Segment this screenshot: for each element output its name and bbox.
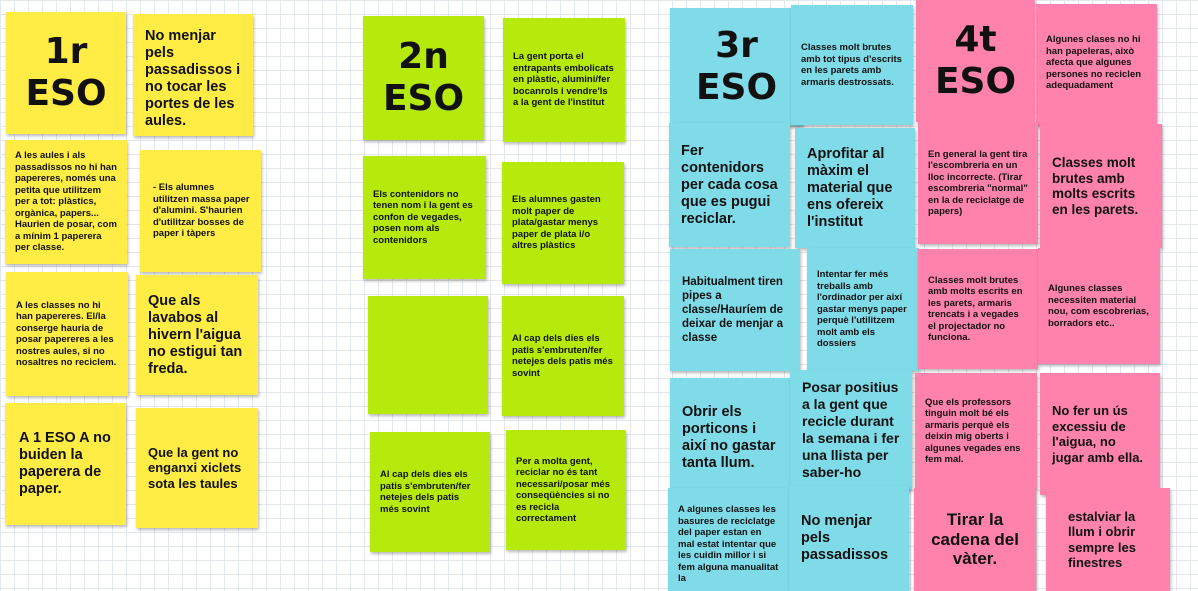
- note-text: Els alumnes gasten molt paper de plata/gastar menys paper de plata i/o altres plàstics: [512, 194, 601, 252]
- note-text: A algunes classes les basures de reciclatge del paper estan en mal estat intentar que les cuidin millor i si fem alguna manualitat la: [678, 504, 779, 585]
- sticky-note[interactable]: [1038, 248, 1160, 364]
- note-text: Que els professors tinguin molt bé els armaris perquè els deixin mig oberts i algunes vegades ens fem mal.: [925, 396, 1021, 465]
- note-text: Que als lavabos al hivern l'aigua no estigui tan freda.: [148, 292, 243, 377]
- sticky-note[interactable]: [1046, 488, 1170, 591]
- note-text: Tirar la cadena del vàter.: [931, 510, 1019, 569]
- note-text: En general la gent tira l'escombreria en un lloc incorrecte. (Tirar escombreria "normal" en la de reciclatge de papers): [928, 148, 1028, 217]
- sticky-note[interactable]: [918, 122, 1038, 244]
- note-text: Classes molt brutes amb molts escrits en les parets, armaris trencats i a vegades el projectador no funciona.: [928, 274, 1023, 343]
- note-text: La gent porta el entrapants embolicats en plàstic, alumini/fer bocanrols i vendre'ls a la gent de l'institut: [513, 51, 614, 109]
- note-text: Algunes clases no hi han papeleras, això afecta que algunes persones no reciclen adequadament: [1046, 34, 1142, 91]
- sticky-note[interactable]: [918, 249, 1038, 369]
- sticky-note[interactable]: [670, 378, 790, 498]
- sticky-note[interactable]: [5, 140, 127, 264]
- sticky-note-title-2n-eso[interactable]: [363, 16, 484, 140]
- note-text: A 1 ESO A no buiden la paperera de paper.: [19, 430, 111, 497]
- sticky-note[interactable]: [1040, 373, 1160, 495]
- note-text: Que la gent no enganxi xiclets sota les taules: [148, 444, 242, 491]
- sticky-note[interactable]: [363, 156, 486, 279]
- note-text: Classes molt brutes amb tot tipus d'escrits en les parets amb armaris destrossats.: [801, 42, 902, 88]
- sticky-note[interactable]: [133, 14, 253, 136]
- sticky-note[interactable]: [502, 296, 624, 416]
- sticky-note[interactable]: [669, 123, 790, 247]
- sticky-note[interactable]: [791, 5, 913, 125]
- note-text: A les aules i als passadissos no hi han papereres, només una petita que utilitzem per a tot: plàstics, orgànica, papers... Haurien de posar, com a mínim 1 paperera per classe.: [15, 150, 117, 254]
- sticky-note[interactable]: [5, 403, 126, 525]
- sticky-note[interactable]: [807, 248, 919, 371]
- sticky-note-empty[interactable]: [368, 296, 488, 414]
- note-text: Fer contenidors per cada cosa que es pugui reciclar.: [681, 142, 778, 227]
- sticky-note[interactable]: [506, 430, 626, 550]
- note-text: Obrir els porticons i així no gastar tanta llum.: [682, 404, 776, 471]
- note-text: Classes molt brutes amb molts escrits en les parets.: [1052, 155, 1139, 217]
- sticky-note[interactable]: [1036, 4, 1157, 126]
- note-text: 3r ESO: [695, 25, 778, 108]
- note-text: No fer un ús excessiu de l'aigua, no jugar amb ella.: [1052, 403, 1144, 465]
- sticky-note[interactable]: [502, 162, 624, 284]
- note-text: Intentar fer més treballs amb l'ordinador per així gastar menys paper perquè l'utilitzem molt amb els dossiers: [817, 269, 907, 350]
- sticky-note-title-1r-eso[interactable]: [6, 12, 126, 134]
- note-text: Al cap dels dies els patis s'embruten/fer netejes dels patis més sovint: [512, 333, 613, 379]
- sticky-note[interactable]: [503, 18, 625, 142]
- sticky-note[interactable]: [668, 488, 790, 591]
- note-text: Habitualment tiren pipes a classe/Hauríem de deixar de menjar a classe: [682, 276, 784, 344]
- sticky-note-title-3r-eso[interactable]: [670, 8, 803, 126]
- note-text: Posar positius a la gent que recicle durant la semana i fer una llista per saber-ho: [802, 379, 900, 480]
- note-text: No menjar pels passadissos i no tocar les portes de les aules.: [145, 28, 241, 129]
- sticky-note[interactable]: [136, 275, 258, 395]
- sticky-note[interactable]: [136, 408, 258, 528]
- note-text: estalviar la llum i obrir sempre les finestres: [1068, 508, 1136, 570]
- sticky-note[interactable]: [915, 373, 1037, 489]
- note-text: Per a molta gent, reciclar no és tant necessari/posar més conseqüències si no es recicla correctament: [516, 455, 611, 524]
- sticky-note[interactable]: [795, 128, 915, 248]
- note-text: Algunes classes necessiten material nou, com escobrerias, borradors etc..: [1048, 283, 1149, 329]
- sticky-note[interactable]: [789, 486, 909, 591]
- sticky-note[interactable]: [790, 370, 912, 490]
- note-text: Al cap dels dies els patis s'embruten/fer netejes dels patis més sovint: [380, 469, 471, 515]
- note-text: No menjar pels passadissos: [801, 513, 889, 563]
- sticky-note[interactable]: [6, 272, 128, 396]
- note-text: 4t ESO: [934, 19, 1017, 102]
- note-text: Aprofitar al màxim el material que ens ofereix l'institut: [807, 145, 893, 230]
- note-text: - Els alumnes utilitzen massa paper d'alumini. S'haurien d'utilitzar bosses de paper i tàpers: [153, 182, 250, 240]
- note-text: 1r ESO: [25, 31, 107, 114]
- sticky-note[interactable]: [1040, 124, 1162, 248]
- sticky-note[interactable]: [370, 432, 490, 552]
- sticky-note[interactable]: [914, 488, 1036, 591]
- note-text: 2n ESO: [382, 36, 465, 119]
- sticky-note-title-4t-eso[interactable]: [916, 0, 1035, 122]
- sticky-note[interactable]: [140, 150, 261, 272]
- note-text: Els contenidors no tenen nom i la gent es confon de vegades, posen nom als contenidors: [373, 188, 473, 246]
- sticky-note[interactable]: [670, 249, 800, 371]
- note-text: A les classes no hi han papereres. El/la conserge hauria de posar papereres a les nostres aules, si no nosaltres no reciclem.: [16, 299, 117, 368]
